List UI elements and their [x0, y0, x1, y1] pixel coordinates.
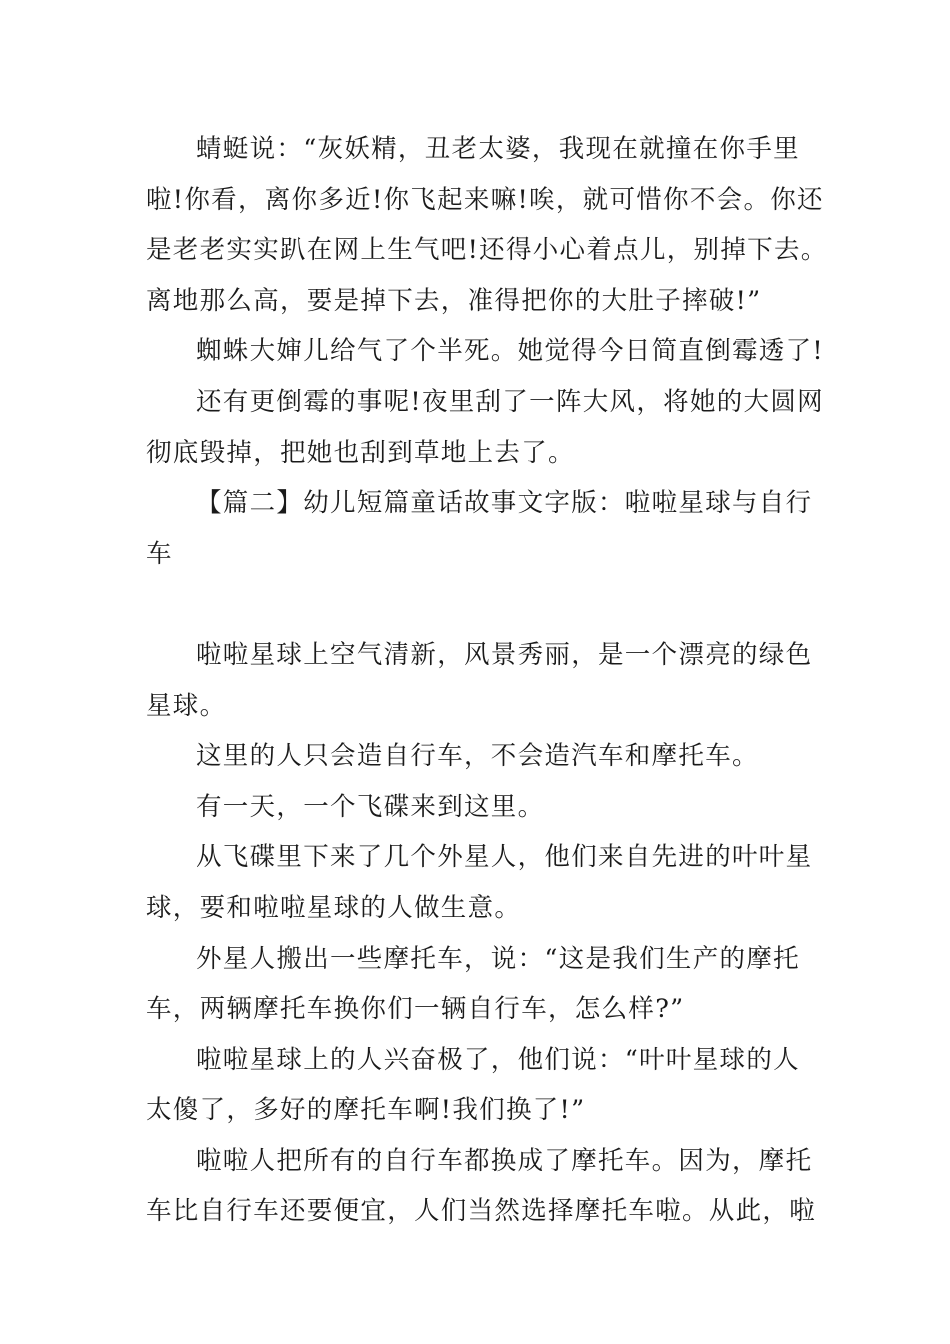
- paragraph-line: 蜻蜓说：“灰妖精，丑老太婆，我现在就撞在你手里: [196, 134, 800, 164]
- paragraph-line: 太傻了，多好的摩托车啊!我们换了!”: [146, 1095, 586, 1126]
- paragraph-line: 是老老实实趴在网上生气吧!还得小心着点儿，别掉下去。: [146, 235, 828, 266]
- paragraph-line: 啦啦星球上空气清新，风景秀丽，是一个漂亮的绿色: [196, 639, 813, 670]
- paragraph-line: 蜘蛛大婶儿给气了个半死。她觉得今日简直倒霉透了!: [196, 336, 824, 367]
- paragraph-line: 球，要和啦啦星球的人做生意。: [146, 892, 522, 923]
- paragraph-line: 外星人搬出一些摩托车，说：“这是我们生产的摩托: [196, 943, 800, 974]
- paragraph-line: 啦啦星球上的人兴奋极了，他们说：“叶叶星球的人: [196, 1044, 800, 1075]
- section-heading: 【篇二】幼儿短篇童话故事文字版：啦啦星球与自行: [196, 488, 813, 519]
- paragraph-line: 从飞碟里下来了几个外星人，他们来自先进的叶叶星: [196, 842, 813, 873]
- paragraph-line: 车，两辆摩托车换你们一辆自行车，怎么样?”: [146, 994, 685, 1025]
- paragraph-line: 啦!你看，离你多近!你飞起来嘛!唉，就可惜你不会。你还: [146, 184, 824, 215]
- section-heading: 车: [146, 538, 173, 569]
- paragraph-line: 星球。: [146, 690, 227, 721]
- paragraph-line: 彻底毁掉，把她也刮到草地上去了。: [146, 437, 575, 468]
- paragraph-line: 车比自行车还要便宜，人们当然选择摩托车啦。从此，啦: [146, 1196, 817, 1227]
- paragraph-line: 有一天，一个飞碟来到这里。: [196, 791, 545, 822]
- blank-line: [146, 579, 806, 630]
- paragraph-line: 离地那么高，要是掉下去，准得把你的大肚子摔破!”: [146, 285, 762, 316]
- paragraph-line: 还有更倒霉的事呢!夜里刮了一阵大风，将她的大圆网: [196, 386, 824, 417]
- story-text: [146, 124, 828, 1237]
- paragraph-line: 这里的人只会造自行车，不会造汽车和摩托车。: [196, 741, 759, 772]
- paragraph-line: 啦啦人把所有的自行车都换成了摩托车。因为，摩托: [196, 1145, 813, 1176]
